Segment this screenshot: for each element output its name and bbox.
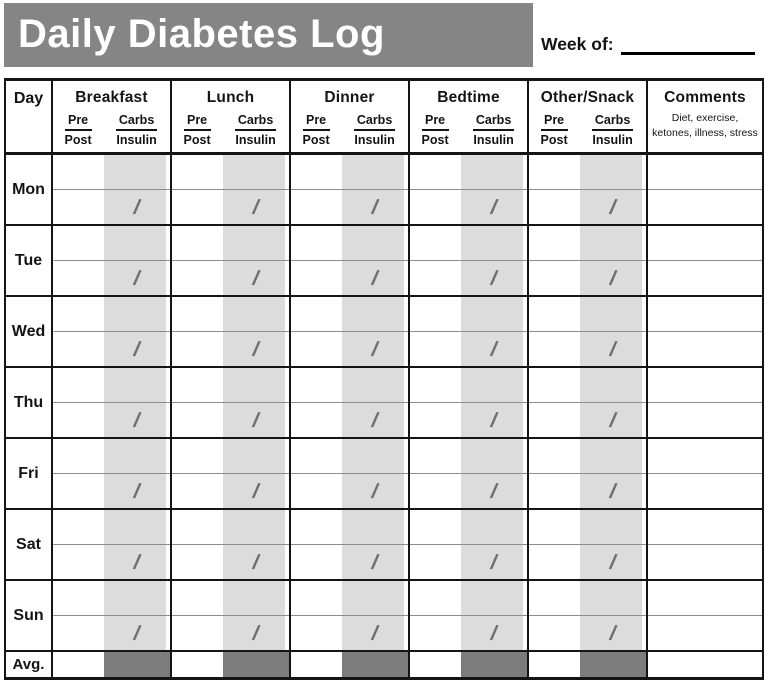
page-title: Daily Diabetes Log (18, 12, 385, 56)
carbs-insulin-slash: / (607, 337, 619, 361)
pre-label: Pre (541, 112, 568, 131)
mon-dinner-carbs-insulin-cell[interactable] (342, 155, 410, 226)
carbs-insulin-slash: / (250, 479, 262, 503)
carbs-insulin-slash: / (131, 621, 143, 645)
mon-dinner-pre-post-cell[interactable] (291, 155, 342, 226)
breakfast-subheaders (53, 112, 170, 149)
carbs-insulin-slash: / (488, 266, 500, 290)
mon-lunch-pre-post-cell[interactable] (172, 155, 223, 226)
carbs-insulin-slash: / (369, 479, 381, 503)
avg-bedtime-pre-post-cell[interactable] (410, 652, 461, 677)
carbs-insulin-slash: / (369, 195, 381, 219)
carbs-insulin-slash: / (607, 479, 619, 503)
carbs-insulin-slash: / (131, 266, 143, 290)
carbs-label: Carbs (473, 112, 513, 131)
sat-bedtime-carbs-insulin-cell[interactable] (461, 510, 529, 581)
other-snack-header-label: Other/Snack (540, 89, 635, 106)
tue-comments-cell[interactable] (648, 226, 762, 297)
mon-bedtime-pre-post-cell[interactable] (410, 155, 461, 226)
carbs-insulin-slash: / (488, 408, 500, 432)
carbs-insulin-slash: / (250, 337, 262, 361)
fri-lunch-carbs-insulin-cell[interactable] (223, 439, 291, 510)
day-header-label: Day (13, 90, 44, 107)
tue-lunch-pre-post-cell[interactable] (172, 226, 223, 297)
sun-other-snack-carbs-insulin-cell[interactable] (580, 581, 648, 652)
insulin-label: Insulin (354, 133, 395, 148)
thu-bedtime-carbs-insulin-cell[interactable] (461, 368, 529, 439)
avg-breakfast-pre-post-cell[interactable] (53, 652, 104, 677)
carbs-insulin-slash: / (369, 621, 381, 645)
carbs-insulin-subheader (354, 112, 394, 149)
thu-lunch-pre-post-cell[interactable] (172, 368, 223, 439)
fri-breakfast-pre-post-cell[interactable] (53, 439, 104, 510)
mon-breakfast-carbs-insulin-cell[interactable] (104, 155, 172, 226)
mon-comments-cell[interactable] (648, 155, 762, 226)
tue-other-snack-pre-post-cell[interactable] (529, 226, 580, 297)
carbs-insulin-slash: / (131, 479, 143, 503)
day-label-text: Sat (16, 535, 41, 553)
sun-bedtime-pre-post-cell[interactable] (410, 581, 461, 652)
sat-bedtime-pre-post-cell[interactable] (410, 510, 461, 581)
bedtime-header-label: Bedtime (437, 89, 500, 106)
day-label-mon (6, 155, 53, 226)
sat-breakfast-carbs-insulin-cell[interactable] (104, 510, 172, 581)
wed-dinner-pre-post-cell[interactable] (291, 297, 342, 368)
carbs-label: Carbs (592, 112, 632, 131)
post-label: Post (64, 133, 92, 148)
avg-breakfast-carbs-insulin-cell[interactable] (104, 652, 172, 677)
avg-dinner-carbs-insulin-cell[interactable] (342, 652, 410, 677)
fri-bedtime-pre-post-cell[interactable] (410, 439, 461, 510)
carbs-insulin-slash: / (488, 337, 500, 361)
thu-lunch-carbs-insulin-cell[interactable] (223, 368, 291, 439)
carbs-insulin-slash: / (607, 266, 619, 290)
thu-other-snack-pre-post-cell[interactable] (529, 368, 580, 439)
fri-bedtime-carbs-insulin-cell[interactable] (461, 439, 529, 510)
sat-comments-cell[interactable] (648, 510, 762, 581)
wed-comments-cell[interactable] (648, 297, 762, 368)
dinner-header-label: Dinner (324, 89, 375, 106)
carbs-insulin-subheader (116, 112, 156, 149)
sat-lunch-pre-post-cell[interactable] (172, 510, 223, 581)
avg-label (6, 652, 53, 677)
thu-comments-cell[interactable] (648, 368, 762, 439)
bedtime-subheaders (410, 112, 527, 149)
lunch-subheaders (172, 112, 289, 149)
dinner-column-header (291, 81, 410, 155)
sun-lunch-pre-post-cell[interactable] (172, 581, 223, 652)
sat-other-snack-pre-post-cell[interactable] (529, 510, 580, 581)
day-label-tue (6, 226, 53, 297)
post-label: Post (302, 133, 330, 148)
carbs-insulin-slash: / (250, 266, 262, 290)
lunch-header-label: Lunch (206, 89, 255, 106)
sun-bedtime-carbs-insulin-cell[interactable] (461, 581, 529, 652)
carbs-insulin-slash: / (607, 621, 619, 645)
pre-label: Pre (303, 112, 330, 131)
wed-bedtime-carbs-insulin-cell[interactable] (461, 297, 529, 368)
pre-post-subheader (422, 112, 449, 149)
thu-bedtime-pre-post-cell[interactable] (410, 368, 461, 439)
tue-dinner-pre-post-cell[interactable] (291, 226, 342, 297)
avg-lunch-pre-post-cell[interactable] (172, 652, 223, 677)
fri-comments-cell[interactable] (648, 439, 762, 510)
carbs-insulin-slash: / (250, 621, 262, 645)
comments-header-label: Comments (664, 89, 746, 106)
mon-breakfast-pre-post-cell[interactable] (53, 155, 104, 226)
sat-dinner-pre-post-cell[interactable] (291, 510, 342, 581)
sat-lunch-carbs-insulin-cell[interactable] (223, 510, 291, 581)
fri-breakfast-carbs-insulin-cell[interactable] (104, 439, 172, 510)
carbs-insulin-subheader (235, 112, 275, 149)
carbs-insulin-slash: / (607, 408, 619, 432)
wed-lunch-pre-post-cell[interactable] (172, 297, 223, 368)
pre-label: Pre (184, 112, 211, 131)
sun-dinner-pre-post-cell[interactable] (291, 581, 342, 652)
breakfast-header-label: Breakfast (75, 89, 148, 106)
tue-bedtime-carbs-insulin-cell[interactable] (461, 226, 529, 297)
day-label-wed (6, 297, 53, 368)
carbs-insulin-slash: / (607, 195, 619, 219)
carbs-insulin-slash: / (131, 337, 143, 361)
tue-breakfast-pre-post-cell[interactable] (53, 226, 104, 297)
carbs-insulin-slash: / (369, 266, 381, 290)
carbs-label: Carbs (116, 112, 156, 131)
wed-breakfast-carbs-insulin-cell[interactable] (104, 297, 172, 368)
carbs-insulin-slash: / (131, 550, 143, 574)
insulin-label: Insulin (116, 133, 157, 148)
wed-other-snack-pre-post-cell[interactable] (529, 297, 580, 368)
title-banner (4, 3, 533, 67)
carbs-insulin-slash: / (250, 195, 262, 219)
pre-post-subheader (303, 112, 330, 149)
avg-other-snack-carbs-insulin-cell[interactable] (580, 652, 648, 677)
wed-bedtime-pre-post-cell[interactable] (410, 297, 461, 368)
sun-other-snack-pre-post-cell[interactable] (529, 581, 580, 652)
tue-breakfast-carbs-insulin-cell[interactable] (104, 226, 172, 297)
pre-label: Pre (422, 112, 449, 131)
day-label-text: Wed (11, 322, 46, 340)
dinner-subheaders (291, 112, 408, 149)
insulin-label: Insulin (592, 133, 633, 148)
fri-dinner-carbs-insulin-cell[interactable] (342, 439, 410, 510)
day-label-text: Sun (13, 606, 44, 624)
sun-breakfast-pre-post-cell[interactable] (53, 581, 104, 652)
post-label: Post (421, 133, 449, 148)
thu-breakfast-pre-post-cell[interactable] (53, 368, 104, 439)
avg-dinner-pre-post-cell[interactable] (291, 652, 342, 677)
sun-lunch-carbs-insulin-cell[interactable] (223, 581, 291, 652)
log-table (4, 78, 764, 680)
tue-bedtime-pre-post-cell[interactable] (410, 226, 461, 297)
pre-post-subheader (65, 112, 92, 149)
carbs-insulin-slash: / (488, 621, 500, 645)
carbs-insulin-slash: / (131, 408, 143, 432)
pre-label: Pre (65, 112, 92, 131)
insulin-label: Insulin (235, 133, 276, 148)
thu-other-snack-carbs-insulin-cell[interactable] (580, 368, 648, 439)
comments-note (648, 111, 762, 140)
wed-other-snack-carbs-insulin-cell[interactable] (580, 297, 648, 368)
sat-other-snack-carbs-insulin-cell[interactable] (580, 510, 648, 581)
post-label: Post (540, 133, 568, 148)
carbs-insulin-slash: / (250, 408, 262, 432)
breakfast-column-header (53, 81, 172, 155)
carbs-insulin-slash: / (488, 195, 500, 219)
carbs-insulin-slash: / (607, 550, 619, 574)
bedtime-column-header (410, 81, 529, 155)
day-label-text: Fri (18, 464, 39, 482)
day-label-thu (6, 368, 53, 439)
week-of-label: Week of: (541, 34, 614, 54)
comments-note-line1: Diet, exercise, (671, 112, 739, 124)
other-snack-subheaders (529, 112, 646, 149)
thu-breakfast-carbs-insulin-cell[interactable] (104, 368, 172, 439)
carbs-insulin-slash: / (369, 337, 381, 361)
pre-post-subheader (541, 112, 568, 149)
day-column-header (6, 81, 53, 155)
sun-dinner-carbs-insulin-cell[interactable] (342, 581, 410, 652)
comments-note-line2: ketones, illness, stress (652, 126, 758, 139)
mon-other-snack-carbs-insulin-cell[interactable] (580, 155, 648, 226)
tue-other-snack-carbs-insulin-cell[interactable] (580, 226, 648, 297)
week-of-field (541, 34, 755, 55)
day-label-text: Thu (13, 393, 44, 411)
mon-other-snack-pre-post-cell[interactable] (529, 155, 580, 226)
wed-breakfast-pre-post-cell[interactable] (53, 297, 104, 368)
fri-other-snack-pre-post-cell[interactable] (529, 439, 580, 510)
carbs-insulin-subheader (473, 112, 513, 149)
carbs-label: Carbs (354, 112, 394, 131)
carbs-insulin-slash: / (131, 195, 143, 219)
fri-other-snack-carbs-insulin-cell[interactable] (580, 439, 648, 510)
day-label-sun (6, 581, 53, 652)
mon-lunch-carbs-insulin-cell[interactable] (223, 155, 291, 226)
carbs-label: Carbs (235, 112, 275, 131)
other-snack-column-header (529, 81, 648, 155)
day-label-sat (6, 510, 53, 581)
thu-dinner-pre-post-cell[interactable] (291, 368, 342, 439)
day-label-text: Tue (14, 251, 43, 269)
sat-dinner-carbs-insulin-cell[interactable] (342, 510, 410, 581)
post-label: Post (183, 133, 211, 148)
wed-lunch-carbs-insulin-cell[interactable] (223, 297, 291, 368)
carbs-insulin-slash: / (488, 479, 500, 503)
avg-comments-cell[interactable] (648, 652, 762, 677)
avg-bedtime-carbs-insulin-cell[interactable] (461, 652, 529, 677)
carbs-insulin-subheader (592, 112, 632, 149)
fri-lunch-pre-post-cell[interactable] (172, 439, 223, 510)
fri-dinner-pre-post-cell[interactable] (291, 439, 342, 510)
pre-post-subheader (184, 112, 211, 149)
tue-lunch-carbs-insulin-cell[interactable] (223, 226, 291, 297)
week-of-blank-line[interactable] (621, 38, 755, 55)
avg-other-snack-pre-post-cell[interactable] (529, 652, 580, 677)
avg-label-text: Avg. (12, 656, 45, 673)
thu-dinner-carbs-insulin-cell[interactable] (342, 368, 410, 439)
avg-lunch-carbs-insulin-cell[interactable] (223, 652, 291, 677)
tue-dinner-carbs-insulin-cell[interactable] (342, 226, 410, 297)
sun-breakfast-carbs-insulin-cell[interactable] (104, 581, 172, 652)
insulin-label: Insulin (473, 133, 514, 148)
carbs-insulin-slash: / (250, 550, 262, 574)
comments-column-header (648, 81, 762, 155)
carbs-insulin-slash: / (369, 408, 381, 432)
carbs-insulin-slash: / (369, 550, 381, 574)
wed-dinner-carbs-insulin-cell[interactable] (342, 297, 410, 368)
day-label-text: Mon (12, 180, 45, 198)
sun-comments-cell[interactable] (648, 581, 762, 652)
sat-breakfast-pre-post-cell[interactable] (53, 510, 104, 581)
carbs-insulin-slash: / (488, 550, 500, 574)
mon-bedtime-carbs-insulin-cell[interactable] (461, 155, 529, 226)
day-label-fri (6, 439, 53, 510)
lunch-column-header (172, 81, 291, 155)
